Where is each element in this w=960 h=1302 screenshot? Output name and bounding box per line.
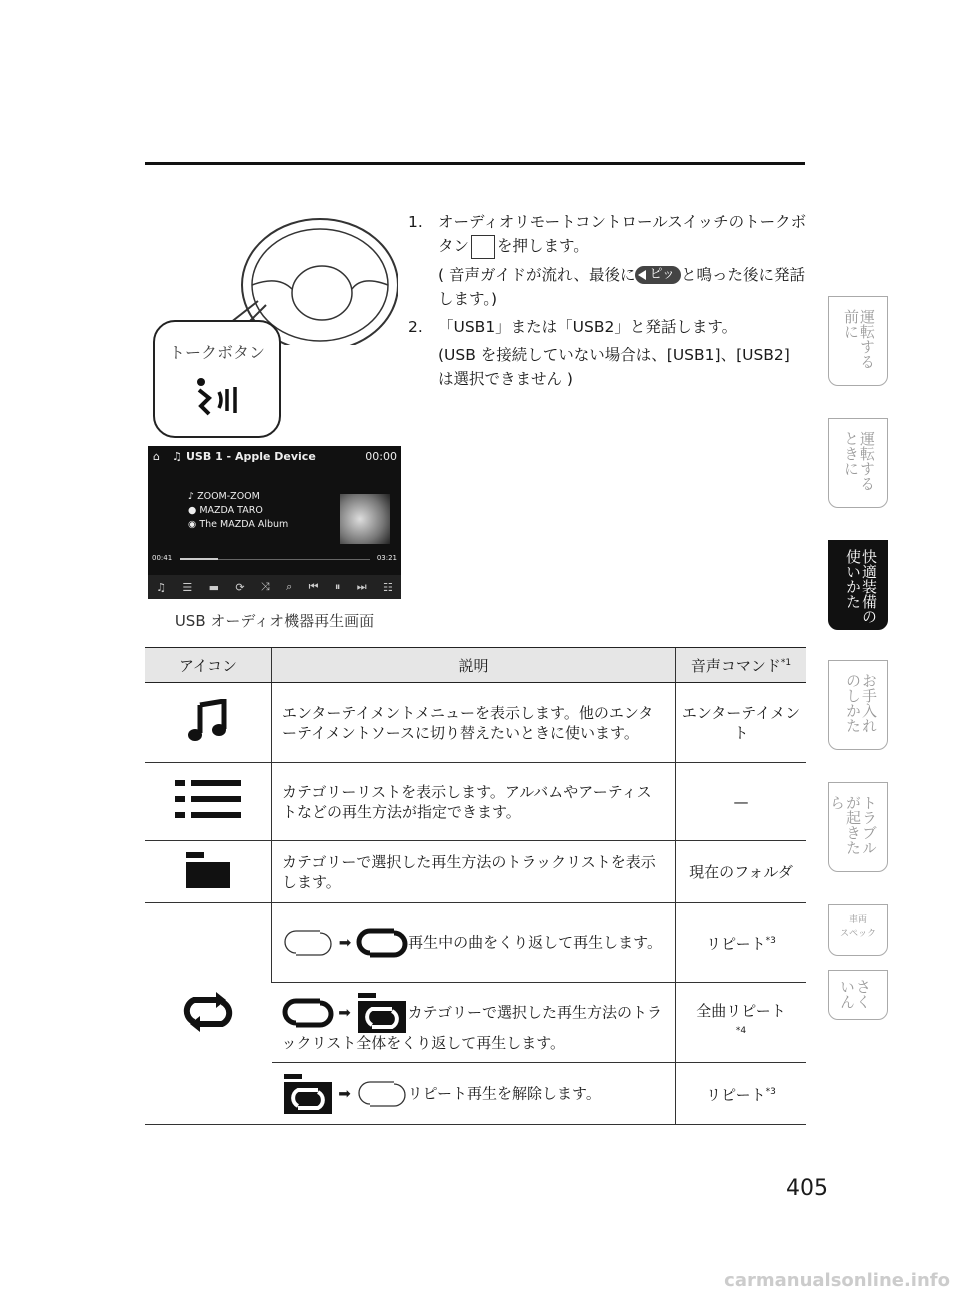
beep-sound-icon: ピッ <box>635 266 680 284</box>
list-icon[interactable]: ☰ <box>182 580 193 594</box>
tab-before-driving[interactable]: 運転する前に <box>828 296 888 386</box>
next-icon[interactable]: ⏭ <box>356 580 367 593</box>
row-desc: カテゴリーリストを表示します。アルバムやアーティストなどの再生方法が指定できます。 <box>272 763 676 841</box>
tab-troubleshooting[interactable]: トラブルが起きたら <box>828 782 888 872</box>
player-clock: 00:00 <box>365 450 397 463</box>
player-header <box>148 446 401 468</box>
header-description: 説明 <box>272 648 676 683</box>
row-desc: ➡ カテゴリーで選択した再生方法のトラックリスト全体をくり返して再生します。 <box>272 983 676 1063</box>
track-name: ♪ ZOOM-ZOOM <box>188 491 260 502</box>
repeat-icon[interactable]: ⟳ <box>235 580 245 594</box>
repeat-icon <box>180 992 236 1032</box>
folder-icon[interactable]: ▬ <box>208 580 220 594</box>
screen-caption: USB オーディオ機器再生画面 <box>174 612 375 630</box>
total-time: 03:21 <box>376 554 397 562</box>
talk-button-icon <box>471 235 495 259</box>
step-1: 1. オーディオリモートコントロールスイッチのトークボタン を押します。 <box>408 210 808 259</box>
row-voice: リピート$^{*3}$ <box>676 903 807 983</box>
equalizer-icon[interactable]: ☷ <box>382 580 393 594</box>
album-name: ◉ The MAZDA Album <box>188 519 289 530</box>
player-title: USB 1 - Apple Device <box>186 450 316 463</box>
repeat-all-icon <box>282 1074 334 1114</box>
talk-icon <box>193 376 243 420</box>
album-art <box>340 494 390 544</box>
icon-command-table <box>145 647 806 1125</box>
row-desc: ➡ 再生中の曲をくり返して再生します。 <box>272 903 676 983</box>
tab-while-driving[interactable]: 運転するときに <box>828 418 888 508</box>
shuffle-icon[interactable]: ⤨ <box>260 580 270 593</box>
row-desc: ➡ リピート再生を解除します。 <box>272 1063 676 1125</box>
row-voice: — <box>676 763 807 841</box>
table-row <box>145 841 806 903</box>
table-row <box>145 683 806 763</box>
row-voice: 全曲リピート $^{*4}$ <box>676 983 807 1063</box>
watermark: carmanualsonline.info <box>724 1270 950 1291</box>
elapsed-time: 00:41 <box>152 554 173 562</box>
progress-fill <box>180 558 218 560</box>
header-icon: アイコン <box>145 648 272 683</box>
repeat-off-icon <box>282 925 334 961</box>
table-row <box>145 903 806 983</box>
usb-audio-screen <box>148 446 401 599</box>
repeat-one-icon <box>356 925 408 961</box>
page-number: 405 <box>786 1176 828 1201</box>
music-note-icon: ♫ <box>172 450 182 463</box>
header-voice-command: 音声コマンド$^{*1}$ <box>676 648 807 683</box>
player-toolbar <box>148 575 401 599</box>
tab-maintenance[interactable]: お手入れのしかた <box>828 660 888 750</box>
callout-label: トークボタン <box>168 343 265 362</box>
artist-name: ● MAZDA TARO <box>188 505 263 516</box>
arrow-right-icon: ➡ <box>338 1003 351 1021</box>
progress-bar <box>152 554 397 562</box>
tab-comfort-features[interactable]: 快適装備の使いかた <box>828 540 888 630</box>
row-desc: カテゴリーで選択した再生方法のトラックリストを表示します。 <box>272 841 676 903</box>
talk-button-callout <box>153 320 281 438</box>
repeat-one-icon <box>282 995 334 1031</box>
step-1-note: ( 音声ガイドが流れ、最後に ピッ と鳴った後に発話します。) <box>438 265 805 308</box>
table-header-row <box>145 648 806 683</box>
repeat-all-icon <box>356 993 408 1033</box>
previous-icon[interactable]: ⏮ <box>308 580 319 593</box>
repeat-off-icon <box>356 1076 408 1112</box>
row-voice: リピート$^{*3}$ <box>676 1063 807 1125</box>
home-icon: ⌂ <box>153 450 160 463</box>
row-voice: エンターテイメント <box>676 683 807 763</box>
top-rule <box>145 162 805 165</box>
pause-icon[interactable]: ⏸ <box>334 580 341 593</box>
search-icon[interactable]: ⌕ <box>286 580 293 593</box>
list-icon <box>173 778 243 822</box>
instruction-steps <box>408 210 808 395</box>
tab-specifications[interactable]: 車両 スペック <box>828 904 888 956</box>
folder-icon <box>184 850 232 890</box>
arrow-right-icon: ➡ <box>338 933 352 951</box>
table-row <box>145 763 806 841</box>
music-icon <box>186 699 230 743</box>
step-2-note: (USB を接続していない場合は、[USB1]、[USB2] は選択できません ) <box>438 345 790 388</box>
tab-index[interactable]: さくいん <box>828 970 888 1020</box>
step-2: 2. 「USB1」または「USB2」と発話します。 <box>408 317 738 336</box>
row-voice: 現在のフォルダ <box>676 841 807 903</box>
arrow-right-icon: ➡ <box>338 1084 351 1102</box>
track-info <box>188 490 288 532</box>
music-icon[interactable]: ♫ <box>156 580 167 594</box>
row-desc: エンターテイメントメニューを表示します。他のエンターテイメントソースに切り替えたいときに使います。 <box>272 683 676 763</box>
